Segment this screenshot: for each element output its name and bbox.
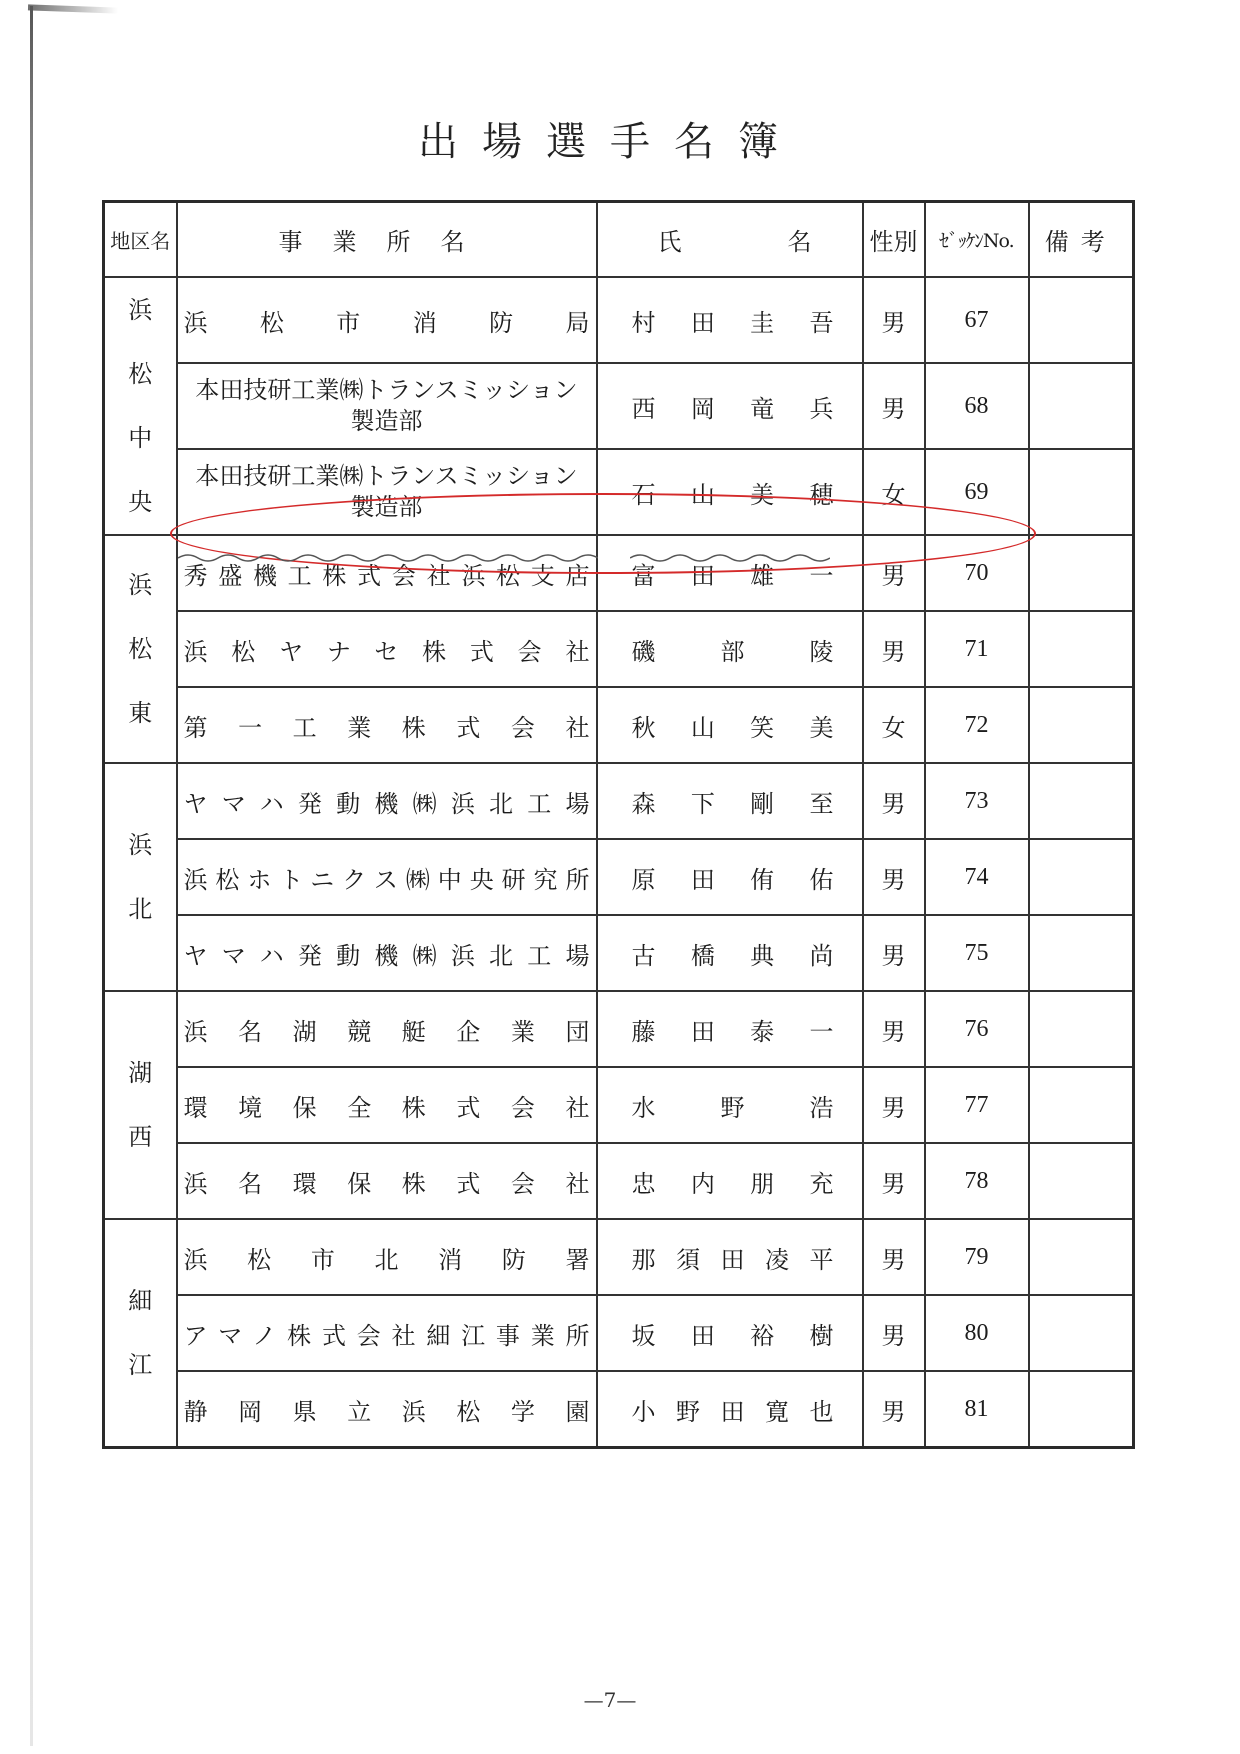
office-cell: 浜名湖競艇企業団	[177, 991, 597, 1067]
gender-cell: 男	[863, 535, 925, 611]
header-row	[104, 202, 1134, 278]
notes-cell	[1029, 1067, 1134, 1143]
table-row	[104, 1371, 1134, 1448]
page-number: —7—	[583, 1688, 637, 1712]
table-row	[104, 535, 1134, 611]
area-char: 北	[128, 895, 153, 923]
bib-cell: 72	[925, 687, 1029, 763]
bib-cell: 81	[925, 1371, 1029, 1448]
roster-body	[104, 277, 1134, 1448]
gender-cell: 女	[863, 449, 925, 535]
notes-cell	[1029, 449, 1134, 535]
bib-cell: 76	[925, 991, 1029, 1067]
area-char: 央	[128, 488, 153, 516]
bib-cell: 77	[925, 1067, 1029, 1143]
gender-cell: 男	[863, 915, 925, 991]
header-area: 地区名	[104, 202, 177, 278]
name-cell: 小野田寛也	[597, 1371, 863, 1448]
name-cell: 水野浩	[597, 1067, 863, 1143]
area-char: 浜	[128, 831, 153, 859]
office-cell: 浜松ホトニクス㈱中央研究所	[177, 839, 597, 915]
area-char: 湖	[128, 1059, 153, 1087]
office-cell: 秀盛機工株式会社浜松支店	[177, 535, 597, 611]
name-cell: 秋山笑美	[597, 687, 863, 763]
table-row	[104, 915, 1134, 991]
office-cell: 環境保全株式会社	[177, 1067, 597, 1143]
bib-cell: 67	[925, 277, 1029, 363]
gender-cell: 男	[863, 363, 925, 449]
bib-cell: 71	[925, 611, 1029, 687]
name-cell: 坂田裕樹	[597, 1295, 863, 1371]
roster-table	[102, 200, 1135, 1449]
notes-cell	[1029, 1371, 1134, 1448]
office-cell: アマノ株式会社細江事業所	[177, 1295, 597, 1371]
bib-cell: 73	[925, 763, 1029, 839]
notes-cell	[1029, 687, 1134, 763]
notes-cell	[1029, 991, 1134, 1067]
gender-cell: 男	[863, 839, 925, 915]
name-cell: 村田圭吾	[597, 277, 863, 363]
table-row	[104, 839, 1134, 915]
name-cell: 森下剛至	[597, 763, 863, 839]
name-cell: 藤田泰一	[597, 991, 863, 1067]
table-row	[104, 991, 1134, 1067]
area-char: 中	[128, 424, 153, 452]
table-row	[104, 763, 1134, 839]
notes-cell	[1029, 1143, 1134, 1219]
bib-cell: 78	[925, 1143, 1029, 1219]
area-char: 浜	[128, 571, 153, 599]
name-cell: 原田侑佑	[597, 839, 863, 915]
gender-cell: 男	[863, 611, 925, 687]
table-row	[104, 1219, 1134, 1295]
area-cell	[104, 991, 177, 1219]
notes-cell	[1029, 535, 1134, 611]
table-row	[104, 1295, 1134, 1371]
gender-cell: 男	[863, 277, 925, 363]
gender-cell: 男	[863, 991, 925, 1067]
notes-cell	[1029, 839, 1134, 915]
office-cell: 浜松ヤナセ株式会社	[177, 611, 597, 687]
scan-edge-top	[28, 4, 118, 13]
bib-cell: 79	[925, 1219, 1029, 1295]
table-row	[104, 611, 1134, 687]
office-cell: ヤマハ発動機㈱浜北工場	[177, 763, 597, 839]
table-row	[104, 687, 1134, 763]
bib-cell: 69	[925, 449, 1029, 535]
area-char: 細	[128, 1287, 153, 1315]
gender-cell: 男	[863, 1371, 925, 1448]
area-char: 松	[128, 635, 153, 663]
gender-cell: 男	[863, 1143, 925, 1219]
gender-cell: 男	[863, 763, 925, 839]
notes-cell	[1029, 1295, 1134, 1371]
name-cell: 富田雄一	[597, 535, 863, 611]
bib-cell: 75	[925, 915, 1029, 991]
office-cell: 静岡県立浜松学園	[177, 1371, 597, 1448]
header-notes: 備考	[1029, 202, 1134, 278]
area-cell	[104, 1219, 177, 1448]
area-char: 東	[128, 699, 153, 727]
name-cell: 那須田凌平	[597, 1219, 863, 1295]
name-cell: 西岡竜兵	[597, 363, 863, 449]
area-cell	[104, 535, 177, 763]
name-cell: 石山美穂	[597, 449, 863, 535]
office-cell: 浜名環保株式会社	[177, 1143, 597, 1219]
office-cell: 本田技研工業㈱トランスミッション製造部	[177, 363, 597, 449]
name-cell: 忠内朋充	[597, 1143, 863, 1219]
table-row	[104, 363, 1134, 449]
bib-cell: 70	[925, 535, 1029, 611]
notes-cell	[1029, 363, 1134, 449]
bib-cell: 74	[925, 839, 1029, 915]
area-char: 浜	[128, 296, 153, 324]
table-row	[104, 1067, 1134, 1143]
bib-cell: 68	[925, 363, 1029, 449]
table-row	[104, 449, 1134, 535]
notes-cell	[1029, 277, 1134, 363]
area-cell	[104, 277, 177, 535]
header-name: 氏名	[597, 202, 863, 278]
table-row	[104, 1143, 1134, 1219]
office-cell: 浜松市消防局	[177, 277, 597, 363]
name-cell: 磯部陵	[597, 611, 863, 687]
office-cell: 浜松市北消防署	[177, 1219, 597, 1295]
notes-cell	[1029, 915, 1134, 991]
area-cell	[104, 763, 177, 991]
notes-cell	[1029, 763, 1134, 839]
office-cell: 本田技研工業㈱トランスミッション製造部	[177, 449, 597, 535]
header-bib: ｾﾞｯｹﾝNo.	[925, 202, 1029, 278]
area-char: 江	[128, 1351, 153, 1379]
table-row	[104, 277, 1134, 363]
name-cell: 古橋典尚	[597, 915, 863, 991]
gender-cell: 女	[863, 687, 925, 763]
gender-cell: 男	[863, 1295, 925, 1371]
header-gender: 性別	[863, 202, 925, 278]
bib-cell: 80	[925, 1295, 1029, 1371]
area-char: 松	[128, 360, 153, 388]
scan-edge-left	[30, 6, 33, 1746]
notes-cell	[1029, 1219, 1134, 1295]
gender-cell: 男	[863, 1219, 925, 1295]
gender-cell: 男	[863, 1067, 925, 1143]
page-title: 出場選手名簿	[418, 119, 802, 165]
office-cell: 第一工業株式会社	[177, 687, 597, 763]
office-cell: ヤマハ発動機㈱浜北工場	[177, 915, 597, 991]
notes-cell	[1029, 611, 1134, 687]
area-char: 西	[128, 1123, 153, 1151]
header-office: 事業所名	[177, 202, 597, 278]
